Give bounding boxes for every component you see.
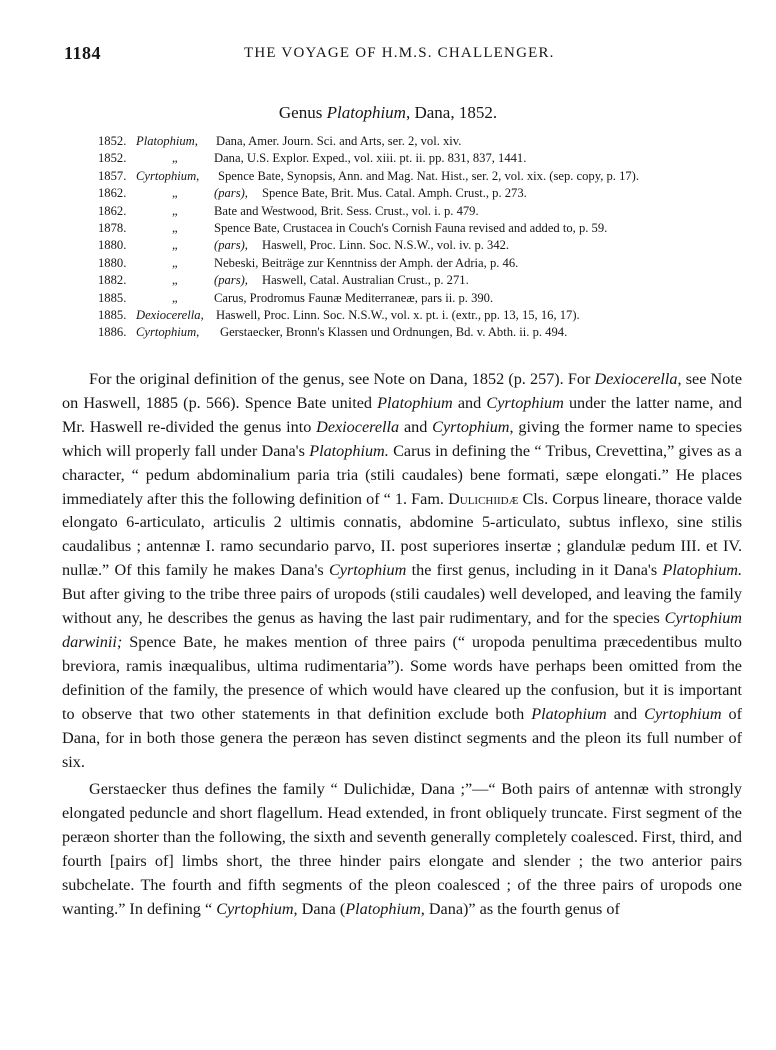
synonymy-list	[98, 133, 768, 342]
genus-heading-prefix: Genus	[278, 103, 327, 122]
synonymy-entry	[98, 220, 768, 237]
italic-term: Platophium	[531, 704, 607, 723]
synonymy-pars: (pars),	[214, 238, 248, 253]
genus-heading-name: Platophium	[326, 103, 406, 122]
body-paragraph	[62, 778, 742, 921]
running-title: THE VOYAGE OF H.M.S. CHALLENGER.	[244, 45, 555, 61]
synonymy-year: 1885.	[98, 307, 127, 322]
synonymy-entry	[98, 290, 768, 307]
text-run: Dulichiidæ	[448, 489, 519, 508]
synonymy-year: 1878.	[98, 220, 127, 235]
synonymy-reference: Gerstaecker, Bronn's Klassen und Ordnungen, Bd. v. Abth. ii. p. 494.	[220, 325, 568, 340]
synonymy-reference: Spence Bate, Synopsis, Ann. and Mag. Nat. Hist., ser. 2, vol. xix. (sep. copy, p. 17).	[218, 168, 640, 183]
ditto-mark: „	[172, 273, 178, 288]
italic-term: Platophium.	[309, 441, 389, 460]
text-run: , giving the former name to species which will properly fall under Dana's	[62, 417, 743, 460]
text-run: Spence Bate, he makes mention of three pairs (“ uropoda penultima præcedentibus multo breviora, ramis inæqualibus, ultima rudimentaria”). Some words have perhaps been omitted from the definition of the family, the presence of which would have cleared up the confusion, but it is important to observe that two other statements in that definition exclude both	[62, 632, 742, 723]
synonymy-genus-name: Cyrtophium,	[136, 168, 200, 183]
italic-term: Platophium.	[662, 561, 743, 580]
text-run: of Dana, for in both those genera the peræon has seven distinct segments and the pleon its full number of six.	[62, 704, 743, 771]
synonymy-year: 1862.	[98, 203, 127, 218]
text-run: the first genus, including in it Dana's	[406, 561, 663, 580]
page-header	[64, 43, 744, 67]
synonymy-year: 1857.	[98, 168, 127, 183]
synonymy-year: 1852.	[98, 151, 127, 166]
text-run: Dana (	[297, 899, 346, 918]
ditto-mark: „	[172, 238, 178, 253]
synonymy-entry	[98, 324, 768, 341]
italic-term: Cyrtophium	[432, 417, 510, 436]
italic-term: Dexiocerella	[594, 370, 678, 388]
synonymy-reference: Spence Bate, Crustacea in Couch's Cornish Fauna revised and added to, p. 59.	[214, 220, 608, 235]
synonymy-entry	[98, 237, 768, 254]
text-run: But after giving to the tribe three pairs of uropods (stili caudales) well developed, and leaving the family without any, he describes the genus as having the last pair rudimentary, and for the species	[62, 585, 742, 628]
synonymy-year: 1862.	[98, 186, 127, 201]
synonymy-year: 1885.	[98, 290, 127, 305]
ditto-mark: „	[172, 151, 178, 166]
synonymy-entry	[98, 307, 768, 324]
synonymy-entry	[98, 185, 768, 202]
text-run: , see Note on Haswell, 1885 (p. 566). Spence Bate united	[62, 370, 742, 412]
ditto-mark: „	[172, 220, 178, 235]
text-run: Cls. Corpus lineare, thorace valde elongato 6-articulato, articulis 2 ultimis connatis, abdomine 5-articulato, subtus inflexo, sine stilis caudalibus ; antennæ I. ramo secundario parvo, II. post superiores insertæ ; glandulæ pedum III. et IV. nullæ.” Of this family he makes Dana's	[62, 489, 742, 580]
synonymy-entry	[98, 168, 768, 185]
ditto-mark: „	[172, 186, 178, 201]
text-run: For the original definition of the genus, see Note on Dana, 1852 (p. 257). For	[89, 370, 595, 388]
ditto-mark: „	[172, 255, 178, 270]
synonymy-entry	[98, 255, 768, 272]
synonymy-year: 1882.	[98, 273, 127, 288]
synonymy-entry	[98, 133, 768, 150]
synonymy-genus-name: Dexiocerella,	[136, 307, 204, 322]
text-run: Carus in defining the “ Tribus, Crevettina,” gives as a character, “ pedum abdominalium paria tria (stili caudales) bene formati, sæpe elongati.” He places immediately after this the following definition of “ 1. Fam.	[62, 441, 742, 508]
italic-term: Cyrtophium	[486, 393, 564, 412]
genus-heading-suffix: , Dana, 1852.	[405, 103, 498, 122]
synonymy-genus-name: Cyrtophium,	[136, 325, 200, 340]
synonymy-reference: Nebeski, Beiträge zur Kenntniss der Amph. der Adria, p. 46.	[214, 255, 519, 270]
synonymy-pars: (pars),	[214, 273, 248, 288]
synonymy-reference: Bate and Westwood, Brit. Sess. Crust., vol. i. p. 479.	[214, 203, 479, 218]
italic-term: Cyrtophium,	[216, 899, 298, 918]
text-run: Dana)” as the fourth genus of	[424, 899, 620, 918]
italic-term: Platophium,	[345, 899, 425, 918]
body-text	[62, 368, 742, 922]
text-run: under the latter name, and Mr. Haswell re-divided the genus into	[62, 393, 742, 436]
ditto-mark: „	[172, 290, 178, 305]
italic-term: Dexiocerella	[316, 417, 400, 436]
synonymy-reference: Haswell, Catal. Australian Crust., p. 271.	[262, 273, 469, 288]
synonymy-year: 1852.	[98, 134, 127, 148]
italic-term: Platophium	[377, 393, 453, 412]
italic-term: Cyrtophium darwinii;	[62, 609, 742, 651]
synonymy-reference: Spence Bate, Brit. Mus. Catal. Amph. Crust., p. 273.	[262, 186, 527, 201]
text-run: Gerstaecker thus defines the family “ Dulichidæ, Dana ;”—“ Both pairs of antennæ with strongly elongated peduncle and short flagellum. Head extended, in front obliquely truncate. First segment of the peræon shorter than the following, the sixth and seventh generally completely coalesced. First, third, and fourth [pairs of] limbs short, the three hinder pairs elongate and slender ; the two anterior pairs subchelate. The fourth and fifth segments of the pleon coalesced ; of the three pairs of uropods one wanting.” In defining “	[62, 780, 742, 918]
synonymy-entry	[98, 150, 768, 167]
synonymy-reference: Haswell, Proc. Linn. Soc. N.S.W., vol. x. pt. i. (extr., pp. 13, 15, 16, 17).	[216, 307, 580, 322]
genus-heading	[0, 103, 776, 123]
synonymy-reference: Dana, Amer. Journ. Sci. and Arts, ser. 2, vol. xiv.	[216, 134, 462, 148]
synonymy-entry	[98, 272, 768, 289]
synonymy-pars: (pars),	[214, 186, 248, 201]
synonymy-genus-name: Platophium,	[136, 134, 198, 148]
text-run: and	[399, 417, 433, 436]
synonymy-reference: Dana, U.S. Explor. Exped., vol. xiii. pt. ii. pp. 831, 837, 1441.	[214, 151, 527, 166]
italic-term: Cyrtophium	[644, 704, 722, 723]
text-run: and	[452, 393, 487, 412]
synonymy-reference: Carus, Prodromus Faunæ Mediterraneæ, pars ii. p. 390.	[214, 290, 494, 305]
ditto-mark: „	[172, 203, 178, 218]
synonymy-year: 1880.	[98, 255, 127, 270]
body-paragraph	[62, 368, 742, 774]
page-number: 1184	[64, 43, 102, 63]
synonymy-year: 1880.	[98, 238, 127, 253]
text-run: and	[606, 704, 645, 723]
synonymy-reference: Haswell, Proc. Linn. Soc. N.S.W., vol. iv. p. 342.	[262, 238, 510, 253]
synonymy-year: 1886.	[98, 325, 127, 340]
italic-term: Cyrtophium	[328, 561, 407, 580]
synonymy-entry	[98, 203, 768, 220]
